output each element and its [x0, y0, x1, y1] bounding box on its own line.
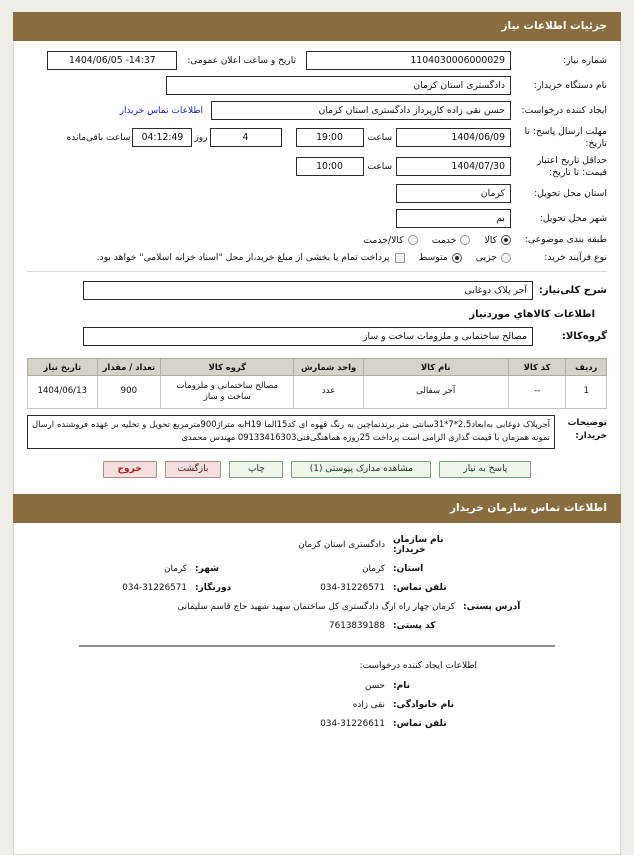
- row-contact-org: [27, 535, 607, 555]
- row-purchase-type: [27, 252, 607, 264]
- classification-option-khedmat[interactable]: [432, 235, 471, 246]
- row-buyer-org: [27, 76, 607, 95]
- creator-value: حسن نقی زاده کارپرداز دادگستری استان کرمان: [211, 101, 511, 120]
- deadline-date-value: 1404/06/09: [396, 128, 511, 147]
- creator-label: ایجاد کننده درخواست:: [521, 104, 607, 116]
- row-request-creator: [27, 101, 607, 120]
- row-contact-phone-fax: [27, 583, 607, 593]
- contact-postal-value: 7613839188: [329, 621, 385, 631]
- contact-city-value: کرمان: [164, 564, 187, 574]
- creator-firstname-value: حسن: [365, 681, 385, 691]
- purchase-type-radio-group[interactable]: [97, 252, 511, 263]
- classification-option-kala[interactable]: [484, 235, 511, 246]
- cell-qty: 900: [97, 375, 161, 408]
- radio-selected-icon[interactable]: [501, 235, 511, 245]
- contact-fax-label: دورنگار:: [195, 583, 232, 593]
- action-button-row: [13, 449, 621, 488]
- remaining-days-value: 4: [210, 128, 282, 147]
- col-qty: تعداد / مقدار: [97, 358, 161, 375]
- divider: [27, 271, 607, 272]
- radio-unselected-icon[interactable]: [501, 253, 511, 263]
- classification-option-kala-label: کالا: [484, 234, 497, 246]
- contact-section-title: اطلاعات تماس سازمان خریدار: [450, 502, 607, 514]
- row-contact-postal: [27, 621, 607, 631]
- validity-date-value: 1404/07/30: [396, 157, 511, 176]
- remaining-time-value: 04:12:49: [132, 128, 192, 147]
- purchase-type-option-motevaset-label: متوسط: [418, 252, 448, 264]
- creator-lastname-label: نام خانوادگی:: [393, 700, 455, 710]
- goods-info-heading: اطلاعات کالاهاي موردنیاز: [469, 308, 595, 320]
- contact-address-label: آدرس پستی:: [463, 602, 521, 612]
- goods-table: [27, 358, 607, 409]
- classification-option-khedmat-label: خدمت: [431, 234, 457, 246]
- deadline-time-value: 19:00: [296, 128, 364, 147]
- contact-fax-value: 034-31226571: [122, 583, 187, 593]
- need-summary-value: آجر پلاک دوغابی: [83, 281, 533, 300]
- row-creator-lastname: [27, 700, 607, 710]
- announce-label: تاریخ و ساعت اعلان عمومی:: [187, 55, 296, 66]
- creator-phone-label: تلفن تماس:: [393, 719, 447, 729]
- section-header-title: جزئیات اطلاعات نیاز: [501, 20, 607, 32]
- remaining-days-label: روز: [194, 132, 208, 143]
- col-row: ردیف: [566, 358, 607, 375]
- row-need-number: [27, 51, 607, 70]
- need-number-value: 1104030006000029: [306, 51, 511, 70]
- col-code: کد کالا: [508, 358, 566, 375]
- delivery-city-value: بم: [396, 209, 511, 228]
- creator-lastname-value: نقی زاده: [352, 700, 385, 710]
- contact-divider: [79, 645, 555, 647]
- goods-group-label: گروه‌کالا:: [561, 330, 607, 342]
- row-creator-firstname: [27, 681, 607, 691]
- col-unit: واحد شمارش: [294, 358, 363, 375]
- buyer-org-label: نام دستگاه خریدار:: [533, 79, 607, 91]
- contact-org-label: نام سازمان خریدار:: [393, 535, 444, 555]
- contact-address-value: کرمان چهار راه ارگ دادگستری کل ساختمان سهید شهید حاج قاسم سلیمانی: [177, 602, 455, 612]
- classification-option-kala-khedmat[interactable]: [363, 235, 417, 246]
- treasury-bond-note: پرداخت تمام یا بخشی از مبلغ خرید،از محل "اسناد خزانه اسلامی" خواهد بود.: [96, 252, 390, 264]
- treasury-bond-checkbox-item[interactable]: [97, 252, 405, 263]
- creator-section-title: اطلاعات ایجاد کننده درخواست:: [359, 661, 477, 671]
- goods-group-value: مصالح ساختمانی و ملزومات ساخت و ساز: [83, 327, 533, 346]
- section-header-contact-info: [13, 494, 621, 523]
- validity-time-value: 10:00: [296, 157, 364, 176]
- delivery-city-label: شهر محل تحویل:: [539, 213, 607, 225]
- table-header-row: [28, 358, 607, 375]
- col-group: گروه کالا: [161, 358, 294, 375]
- row-subject-classification: [27, 234, 607, 246]
- goods-table-wrap: [13, 358, 621, 409]
- specifications-label: توضیحات خریدار:: [567, 418, 607, 442]
- radio-selected-icon[interactable]: [452, 253, 462, 263]
- validity-time-label: ساعت: [367, 161, 392, 172]
- row-delivery-province: [27, 184, 607, 203]
- validity-label: حداقل تاریخ اعتبار قیمت: تا تاریخ:: [536, 155, 607, 178]
- contact-city-label: شهر:: [195, 564, 219, 574]
- row-response-deadline: [27, 126, 607, 149]
- section-header-need-details: [13, 12, 621, 41]
- need-number-label: شماره نیاز:: [562, 54, 607, 66]
- contact-postal-label: کد پستی:: [393, 621, 436, 631]
- checkbox-unchecked-icon[interactable]: [395, 253, 405, 263]
- cell-unit: عدد: [294, 375, 363, 408]
- exit-button[interactable]: خروج: [103, 461, 157, 478]
- contact-province-value: کرمان: [362, 564, 385, 574]
- classification-label: طبقه بندی موضوعی:: [524, 234, 607, 246]
- announce-value: 1404/06/05 -14:37: [47, 51, 177, 70]
- need-summary-label: شرح کلی‌نیاز:: [538, 284, 607, 296]
- contact-phone-label: تلفن تماس:: [393, 583, 447, 593]
- deadline-label: مهلت ارسال پاسخ: تا تاریخ:: [524, 126, 607, 149]
- delivery-province-label: استان محل تحویل:: [534, 188, 607, 200]
- row-need-summary: [27, 281, 607, 300]
- respond-button[interactable]: پاسخ به نیاز: [439, 461, 531, 478]
- buyer-contact-link[interactable]: اطلاعات تماس خریدار: [119, 105, 203, 116]
- buyer-specifications: [13, 409, 621, 449]
- row-contact-province-city: [27, 564, 607, 574]
- row-goods-group: [27, 327, 607, 346]
- classification-option-kala-khedmat-label: کالا/خدمت: [363, 234, 404, 246]
- specifications-text: آجرپلاک دوغابی به‌ابعاد2.5*7*31سانتی متر برندنماچین به رنگ قهوه ای کد15الما H19به متراژ900مترمربع تحویل و تخلیه بر عهده فروشنده ارسال نمونه همزمان با قیمت گذاری الزامی است پرداخت 25روزه هماهنگی‌فنی09133416303 مهندس محمدی: [27, 415, 555, 449]
- classification-radio-group[interactable]: [349, 235, 511, 246]
- row-price-validity: [27, 155, 607, 178]
- buyer-org-value: دادگستری استان کرمان: [166, 76, 511, 95]
- cell-group: مصالح ساختمانی و ملزومات ساخت و ساز: [161, 375, 294, 408]
- print-button[interactable]: چاپ: [229, 461, 283, 478]
- row-creator-phone: [27, 719, 607, 729]
- row-delivery-city: [27, 209, 607, 228]
- cell-name: آجر سفالی: [363, 375, 508, 408]
- contact-province-label: استان:: [393, 564, 424, 574]
- contact-org-value: دادگستری استان کرمان: [298, 540, 385, 550]
- view-attachments-button[interactable]: مشاهده مدارک پیوستی (1): [291, 461, 431, 478]
- purchase-type-option-motevaset[interactable]: [419, 252, 462, 263]
- back-button[interactable]: بازگشت: [165, 461, 222, 478]
- delivery-province-value: کرمان: [396, 184, 511, 203]
- radio-unselected-icon[interactable]: [460, 235, 470, 245]
- table-row: [28, 375, 607, 408]
- remaining-time-label: ساعت باقی‌مانده: [66, 132, 131, 143]
- row-contact-address: [27, 602, 607, 612]
- contact-info-body: [13, 523, 621, 742]
- col-name: نام کالا: [363, 358, 508, 375]
- purchase-type-option-jozei-label: جزیی: [475, 252, 497, 264]
- purchase-type-label: نوع فرآیند خرید:: [544, 252, 607, 264]
- cell-code: --: [508, 375, 566, 408]
- cell-date: 1404/06/13: [28, 375, 98, 408]
- need-details-form: [13, 41, 621, 352]
- contact-phone-value: 034-31226571: [320, 583, 385, 593]
- creator-phone-value: 034-31226611: [320, 719, 385, 729]
- deadline-time-label: ساعت: [367, 132, 392, 143]
- col-date: تاریخ نیاز: [28, 358, 98, 375]
- radio-unselected-icon[interactable]: [408, 235, 418, 245]
- cell-row: 1: [566, 375, 607, 408]
- purchase-type-option-jozei[interactable]: [476, 252, 511, 263]
- creator-firstname-label: نام:: [393, 681, 410, 691]
